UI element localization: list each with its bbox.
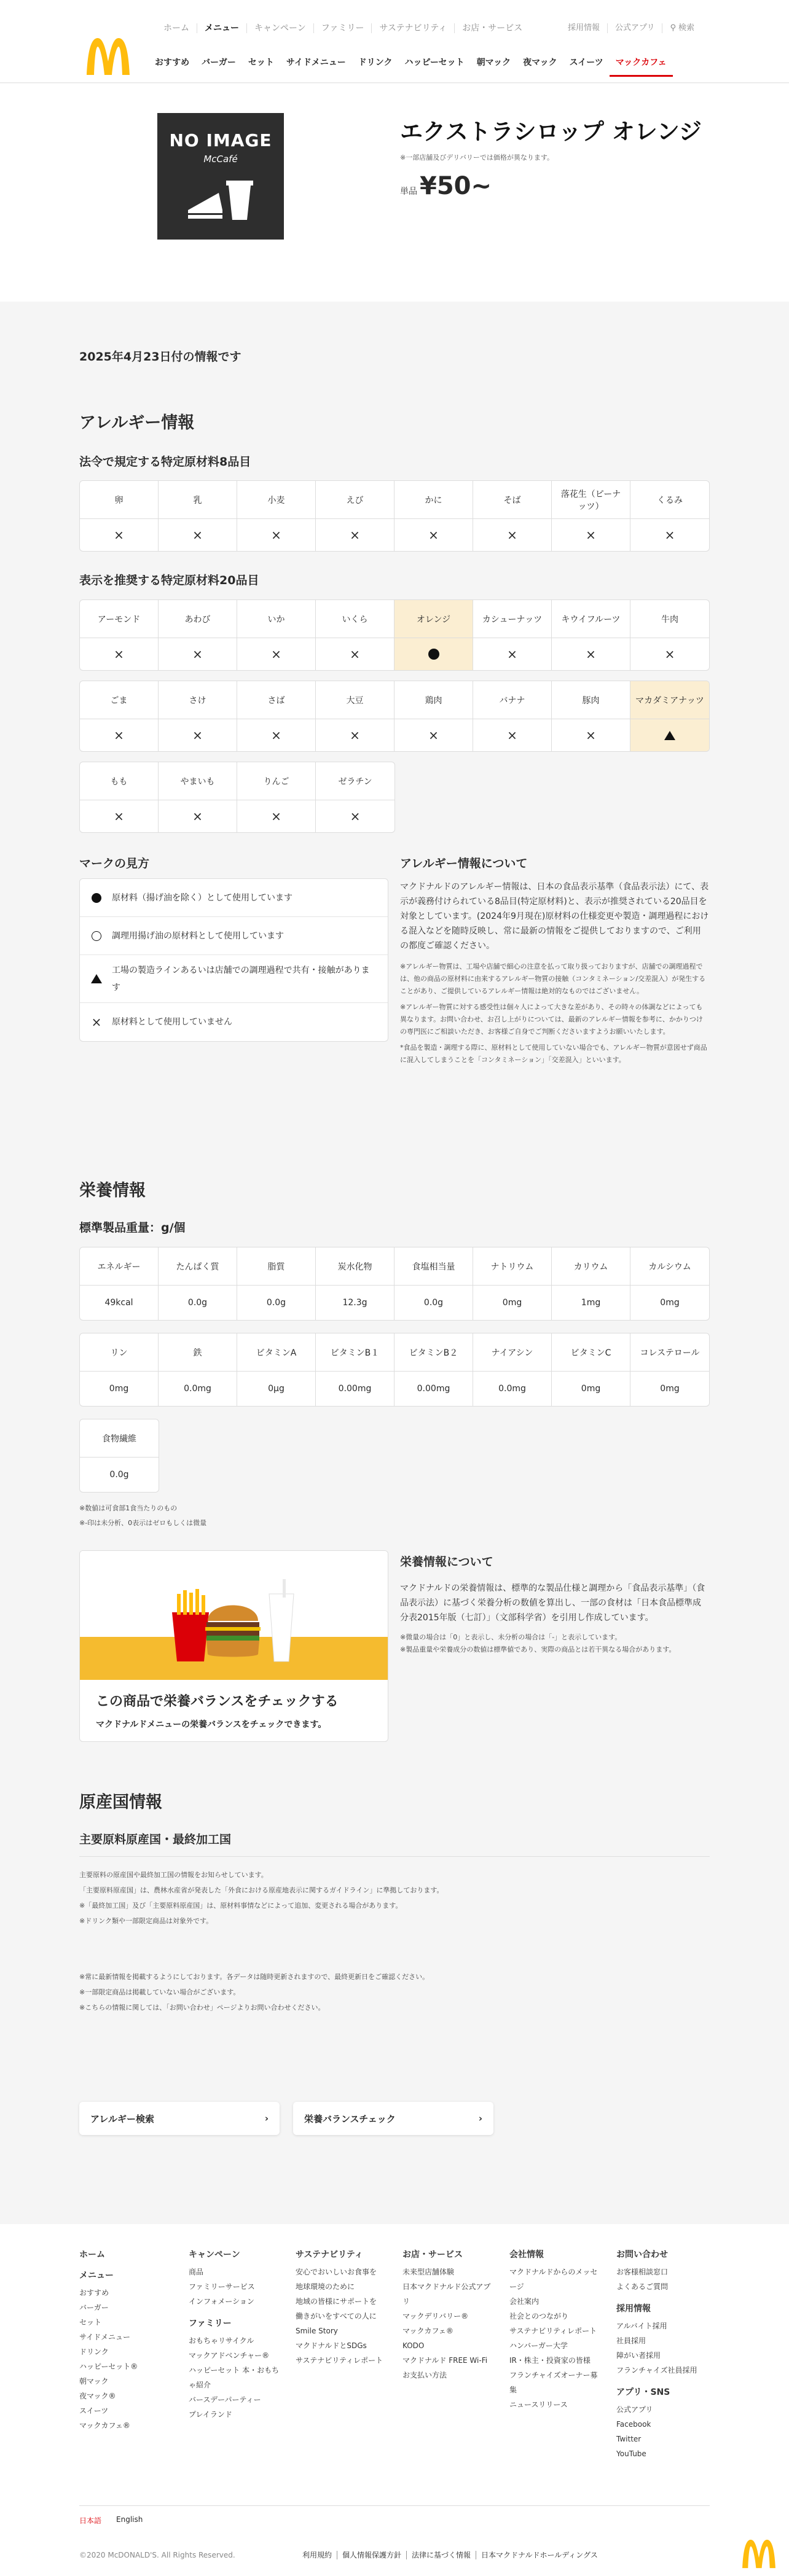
table-cell (80, 481, 159, 551)
cross-icon: × (114, 528, 124, 542)
footer-link[interactable]: 朝マック (79, 2377, 109, 2386)
footer-col-company (509, 2249, 602, 2412)
footer-link[interactable]: サイドメニュー (79, 2333, 131, 2341)
footer-link[interactable]: Facebook (616, 2420, 651, 2429)
table-cell (80, 600, 159, 670)
cell-value: 0.00mg (417, 1384, 450, 1394)
table-cell (159, 1333, 237, 1406)
cross-icon: × (192, 809, 203, 824)
cell-header: 乳 (159, 481, 237, 519)
nutrition-balance-button[interactable]: 栄養バランスチェック › (293, 2102, 493, 2135)
cell-header: カルシウム (630, 1247, 709, 1286)
footer-col-campaign (189, 2249, 281, 2422)
subnav-side[interactable]: サイドメニュー (286, 58, 346, 68)
cell-header: 牛肉 (630, 600, 709, 638)
nav-store-service[interactable]: お店・サービス (462, 23, 523, 33)
cell-header: ビタミンC (552, 1333, 630, 1372)
footer-link[interactable]: Smile Story (296, 2327, 338, 2335)
footer-link[interactable]: ハッピーセット® (79, 2362, 138, 2371)
footer-link[interactable]: 障がい者採用 (616, 2351, 661, 2360)
origin-text: 主要原料の原産国や最終加工国の情報をお知らせしています。 「主要原料原産国」は、農林水産省が発表した「外食における原産地表示に関するガイドライン」に準拠しております。 ※「最終加工国」及び「主要原料原産国」は、原材料事情などによって追加、変更される場合があります。 ※ドリンク類や一部限定商品は対象外です。 (79, 1871, 444, 1925)
table-cell (630, 681, 709, 751)
footer-link[interactable]: アルバイト採用 (616, 2322, 667, 2330)
mcdonalds-logo[interactable] (740, 2539, 777, 2569)
footer-link[interactable]: マクドナルドからのメッセージ (509, 2268, 598, 2291)
footer-link[interactable]: バーガー (79, 2303, 109, 2312)
table-cell (630, 481, 709, 551)
nutrition-note: ※-印は未分析、0表示はゼロもしくは微量 (79, 1519, 207, 1527)
cross-icon: × (271, 809, 281, 824)
cell-value: 0mg (109, 1384, 129, 1394)
footer-col-store (402, 2249, 495, 2383)
cell-header: かに (394, 481, 473, 519)
nav-recruit[interactable]: 採用情報 (560, 23, 608, 33)
footer-link[interactable]: スイーツ (79, 2406, 109, 2415)
allergy-note: ※アレルギー物質に対する感受性は個々人によって大きな差があり、その時々の体調などによっても異なります。お問い合わせ、お召し上がりについては、最新のアレルギー情報を参考に、かかりつけの専門医にご相談いただき、お客様ご自身でご判断くださいますようお願いいたします。 (400, 1003, 703, 1036)
cell-value (630, 719, 709, 751)
product-image (157, 113, 284, 240)
footer-link[interactable]: Twitter (616, 2435, 642, 2443)
subnav-morning[interactable]: 朝マック (476, 58, 511, 68)
footer-link[interactable]: プレイランド (189, 2410, 232, 2419)
cell-header: 食塩相当量 (394, 1247, 473, 1286)
price-label: 単品 (400, 187, 417, 197)
table-cell (552, 481, 630, 551)
cell-header: 落花生（ピーナッツ） (552, 481, 630, 519)
divider (79, 1856, 710, 1857)
footer-link[interactable]: 個人情報保護方針 (337, 2551, 407, 2559)
allergy-note: ※アレルギー物質は、工場や店舗で細心の注意を払って取り扱っておりますが、店舗での調理過程では、他の商品の原材料に由来するアレルギー物質の接触（コンタミネーション/交差混入）が発生することがあり、ご提供しているアレルギー情報は絶対的なものではございません。 (400, 962, 706, 995)
nav-sustainability[interactable]: サステナビリティ (372, 23, 455, 33)
cell-header: くるみ (630, 481, 709, 519)
footer-link[interactable]: 法律に基づく情報 (407, 2551, 476, 2559)
cell-header: カリウム (552, 1247, 630, 1286)
cell-header: いか (237, 600, 315, 638)
cross-icon: × (664, 647, 675, 662)
footer-link[interactable]: 未来型店舗体験 (402, 2268, 455, 2276)
footer-link[interactable]: マックデリバリー® (402, 2312, 469, 2320)
top-nav (156, 23, 530, 33)
mark-legend (79, 878, 388, 1042)
table-cell (237, 600, 316, 670)
cell-header: さけ (159, 681, 237, 719)
footer-link[interactable]: 利用規約 (297, 2551, 337, 2559)
cross-icon: × (507, 647, 517, 662)
table-cell (316, 600, 394, 670)
cell-header: 食物繊維 (80, 1419, 159, 1458)
footer-link[interactable]: 働きがいをすべての人に (296, 2312, 377, 2320)
search-link[interactable]: ⚲ 検索 (670, 23, 694, 33)
cell-value: 0.0g (423, 1298, 444, 1308)
cross-icon: × (192, 528, 203, 542)
cell-header: さば (237, 681, 315, 719)
cell-header: アーモンド (80, 600, 158, 638)
cell-header: 小麦 (237, 481, 315, 519)
triangle-icon (664, 731, 675, 740)
footer-heading[interactable]: お店・サービス (402, 2250, 463, 2260)
site-header (0, 0, 789, 83)
cell-header: えび (316, 481, 394, 519)
triangle-icon (91, 974, 102, 983)
cell-header: そば (473, 481, 551, 519)
cake-cup-icon (184, 174, 258, 224)
table-cell (80, 1247, 159, 1320)
table-cell (80, 762, 159, 832)
table-cell (473, 481, 552, 551)
table-cell (316, 481, 394, 551)
cell-header: コレステロール (630, 1333, 709, 1372)
nutrition-table-row3 (79, 1419, 159, 1493)
nutrition-about-note: ※製品重量や栄養成分の数値は標準値であり、実際の商品とは若干異なる場合があります。 (400, 1645, 676, 1653)
footer-link[interactable]: 地球環境のために (296, 2282, 355, 2291)
cross-icon: × (271, 647, 281, 662)
table-cell (159, 681, 237, 751)
cell-header: 鉄 (159, 1333, 237, 1372)
footer-link[interactable]: お支払い方法 (402, 2371, 447, 2379)
nutrition-table-row1 (79, 1247, 710, 1321)
cell-header: いくら (316, 600, 394, 638)
footer-heading[interactable]: サステナビリティ (296, 2250, 363, 2260)
cross-icon: × (271, 528, 281, 542)
cell-header: あわび (159, 600, 237, 638)
table-cell (316, 1333, 394, 1406)
table-cell (630, 1333, 709, 1406)
footer-link[interactable]: ニュースリリース (509, 2400, 568, 2409)
chevron-right-icon: › (478, 2113, 482, 2124)
copyright: ©2020 McDONALD'S. All Rights Reserved. (79, 2551, 235, 2559)
table-cell (552, 1333, 630, 1406)
cross-icon: × (114, 647, 124, 662)
subnav-happyset[interactable]: ハッピーセット (404, 58, 465, 68)
table-cell (237, 1333, 316, 1406)
cell-header: 炭水化物 (316, 1247, 394, 1286)
cross-icon: × (586, 647, 596, 662)
footer-link[interactable]: 日本マクドナルド公式アプリ (402, 2282, 491, 2306)
table-cell (552, 1247, 630, 1320)
cross-icon: × (507, 728, 517, 743)
cross-icon: × (507, 528, 517, 542)
subnav-recommend[interactable]: おすすめ (155, 58, 190, 68)
cross-icon: × (428, 728, 439, 743)
footer-link[interactable]: お客様相談窓口 (616, 2268, 669, 2276)
table-cell (552, 681, 630, 751)
cell-value: 0.0mg (184, 1384, 211, 1394)
footer-link[interactable]: マクドナルド FREE Wi-Fi (402, 2356, 488, 2365)
table-cell (80, 1333, 159, 1406)
cell-value: 0mg (660, 1298, 680, 1308)
nav-campaign[interactable]: キャンペーン (247, 23, 314, 33)
table-cell (394, 1333, 473, 1406)
cell-header: ナトリウム (473, 1247, 551, 1286)
cell-value: 49kcal (104, 1298, 133, 1308)
footer-heading[interactable]: お問い合わせ (616, 2250, 668, 2260)
footer-link[interactable]: ドリンク (79, 2348, 109, 2356)
card-subtitle: マクドナルドメニューの栄養バランスをチェックできます。 (96, 1720, 327, 1730)
open-circle-icon (92, 931, 101, 941)
cell-header: バナナ (473, 681, 551, 719)
table-cell (630, 600, 709, 670)
footer-link[interactable]: サステナビリティレポート (296, 2356, 383, 2365)
cross-icon: × (428, 528, 439, 542)
allergy-search-button[interactable]: アレルギー検索 › (79, 2102, 280, 2135)
filled-circle-icon (428, 649, 439, 660)
cell-value: 0mg (581, 1384, 601, 1394)
cell-value: 12.3g (342, 1298, 367, 1308)
cell-header: キウイフルーツ (552, 600, 630, 638)
cross-icon: × (586, 728, 596, 743)
footer-link[interactable]: ファミリーサービス (189, 2282, 255, 2291)
origin-sub: 主要原料原産国・最終加工国 (79, 1833, 232, 1846)
footer-link[interactable]: IR・株主・投資家の皆様 (509, 2356, 591, 2365)
subnav-mccafe[interactable]: マックカフェ (610, 56, 673, 69)
allergy-about-body: マクドナルドのアレルギー情報は、日本の食品表示基準（食品表示法）にて、表示が義務付けられている8品目(特定原材料)と、表示が推奨されている20品目を対象としています。(2024年9月現在)原材料の仕様変更や製造・調理過程における混入などを随時反映し、常に最新の情報をご提供しておりますので、ご利用の都度ご確認ください。 (400, 882, 709, 951)
cross-icon: × (664, 528, 675, 542)
footer-link[interactable]: YouTube (616, 2449, 646, 2458)
table-cell (394, 600, 473, 670)
allergy-table-20-row2 (79, 681, 710, 752)
footer-link[interactable]: マックカフェ® (402, 2327, 453, 2335)
subnav-burger[interactable]: バーガー (202, 58, 236, 68)
cell-header: ビタミンB１ (316, 1333, 394, 1372)
cell-header: ごま (80, 681, 158, 719)
table-cell (159, 600, 237, 670)
footer-col-sustainability (296, 2249, 388, 2368)
table-cell (394, 1247, 473, 1320)
footer-link[interactable]: マックアドベンチャー® (189, 2351, 270, 2360)
footer-link[interactable]: 地域の皆様にサポートを (296, 2297, 377, 2306)
footer-heading[interactable]: 会社情報 (509, 2250, 544, 2260)
cross-icon: × (586, 528, 596, 542)
nav-app[interactable]: 公式アプリ (608, 23, 662, 33)
legend-row: 調理用揚げ油の原材料として使用しています (80, 917, 388, 955)
footer-link[interactable]: 商品 (189, 2268, 204, 2276)
footer-heading[interactable]: アプリ・SNS (616, 2387, 670, 2397)
table-cell (237, 1247, 316, 1320)
footer-link[interactable]: バースデーパーティー (189, 2395, 261, 2404)
search-icon: ⚲ (670, 23, 676, 33)
subnav-set[interactable]: セット (248, 58, 274, 68)
lang-en[interactable]: English (116, 2515, 143, 2524)
allergy-about (400, 880, 709, 1066)
footer-link[interactable]: 社会とのつながり (509, 2312, 569, 2320)
nutrition-table-row2 (79, 1333, 710, 1407)
filled-circle-icon (92, 893, 101, 903)
footer-link[interactable]: マックカフェ® (79, 2421, 130, 2430)
allergy-about-title: アレルギー情報について (400, 857, 528, 870)
cross-icon: × (350, 647, 360, 662)
footer-col-menu (79, 2249, 171, 2433)
table-cell (159, 1247, 237, 1320)
allergy-sub1: 法令で規定する特定原材料8品目 (79, 455, 251, 469)
mcdonalds-logo[interactable] (84, 37, 132, 76)
price-note: ※一部店舗及びデリバリーでは価格が異なります。 (400, 154, 554, 162)
table-cell (80, 1419, 159, 1492)
nutrition-balance-card[interactable] (79, 1550, 388, 1742)
cross-icon: × (114, 728, 124, 743)
price-value: ¥50~ (420, 172, 492, 200)
cell-header: たんぱく質 (159, 1247, 237, 1286)
table-cell (316, 1247, 394, 1320)
nutrition-about-note: ※微量の場合は「0」と表示し、未分析の場合は「-」と表示しています。 (400, 1633, 622, 1641)
meal-illustration (166, 1575, 301, 1668)
cross-icon: × (350, 528, 360, 542)
allergy-table-20-row1 (79, 599, 710, 671)
legend-row: 工場の製造ラインあるいは店舗での調理過程で共有・接触があります (80, 955, 388, 1003)
footer-heading[interactable]: メニュー (79, 2271, 114, 2281)
table-cell (316, 681, 394, 751)
subnav-night[interactable]: 夜マック (523, 58, 557, 68)
nav-family[interactable]: ファミリー (314, 23, 372, 33)
cell-header: ビタミンA (237, 1333, 315, 1372)
footer-link[interactable]: ハッピーセット 本・おもちゃ紹介 (189, 2366, 280, 2389)
cell-value: 0.00mg (338, 1384, 372, 1394)
table-cell (316, 762, 394, 832)
cell-header: やまいも (159, 762, 237, 800)
nutrition-weight: 標準製品重量：g/個 (79, 1221, 186, 1235)
footer-link[interactable]: マクドナルドとSDGs (296, 2341, 367, 2350)
product-hero (0, 84, 789, 302)
cross-icon: × (350, 728, 360, 743)
cell-header: 脂質 (237, 1247, 315, 1286)
cell-header: 鶏肉 (394, 681, 473, 719)
footer-heading[interactable]: キャンペーン (189, 2250, 240, 2260)
table-cell (473, 1333, 552, 1406)
nutrition-about-title: 栄養情報について (400, 1555, 493, 1569)
footer-link[interactable]: おすすめ (79, 2289, 109, 2297)
table-cell (80, 681, 159, 751)
table-cell (630, 1247, 709, 1320)
nutrition-about-body: マクドナルドの栄養情報は、標準的な製品仕様と調理から「食品表示基準」（食品表示法）に基づく栄養分析の数値を算出し、一部の食材は「日本食品標準成分表2015年版（七訂）」（文部科学省）を引用し作成しています。 (400, 1583, 705, 1623)
price (400, 172, 492, 200)
product-name: エクストラシロップ オレンジ (400, 119, 702, 145)
allergy-note: *食品を製造・調理する際に、原材料として使用していない場合でも、アレルギー物質が意図せず商品に混入してしまうことを「コンタミネーション」「交差混入」といいます。 (400, 1044, 707, 1064)
cell-value: 1mg (581, 1298, 601, 1308)
table-cell (552, 600, 630, 670)
cell-value: 0.0g (266, 1298, 286, 1308)
footer-link[interactable]: フランチャイズ社員採用 (616, 2366, 697, 2375)
footer-link[interactable]: インフォメーション (189, 2297, 254, 2306)
cell-header: ビタミンB２ (394, 1333, 473, 1372)
footer-link[interactable]: おもちゃリサイクル (189, 2336, 254, 2345)
nav-menu[interactable]: メニュー (197, 23, 247, 33)
allergy-title: アレルギー情報 (79, 413, 195, 432)
footer-heading[interactable]: ホーム (79, 2250, 105, 2260)
cell-value: 0.0mg (498, 1384, 526, 1394)
cell-header: ゼラチン (316, 762, 394, 800)
footer-link[interactable]: 日本マクドナルドホールディングス (481, 2551, 598, 2559)
cross-icon: × (192, 647, 203, 662)
allergy-table-8 (79, 480, 710, 552)
origin-notes: ※常に最新情報を掲載するようにしております。各データは随時更新されますので、最終更新日をご確認ください。 ※一部限定商品は掲載していない場合がございます。 ※こちらの情報に関しては、「お問い合わせ」ページよりお問い合わせください。 (79, 1973, 430, 2012)
no-image-text: NO IMAGE (169, 130, 272, 150)
cell-value: 0mg (502, 1298, 522, 1308)
cell-value: 0mg (660, 1384, 680, 1394)
language-switch (79, 2515, 143, 2526)
cell-header: リン (80, 1333, 158, 1372)
site-footer (0, 2224, 789, 2576)
cross-icon: × (192, 728, 203, 743)
cell-value (394, 638, 473, 670)
legend-title: マークの見方 (79, 857, 150, 870)
footer-link[interactable]: 社員採用 (616, 2336, 646, 2345)
table-cell (473, 681, 552, 751)
table-cell (473, 600, 552, 670)
legend-row: 原材料（揚げ油を除く）として使用しています (80, 879, 388, 917)
table-cell (237, 762, 316, 832)
table-cell (237, 681, 316, 751)
origin-title: 原産国情報 (79, 1793, 162, 1812)
footer-link[interactable]: 会社案内 (509, 2297, 540, 2306)
cell-header: エネルギー (80, 1247, 158, 1286)
cell-header: りんご (237, 762, 315, 800)
cross-icon: × (350, 809, 361, 824)
footer-link[interactable]: ハンバーガー大学 (509, 2341, 568, 2350)
mccafe-logo-text: McCafé (203, 154, 238, 165)
cell-value: 0μg (268, 1384, 285, 1394)
footer-link[interactable]: フランチャイズオーナー募集 (509, 2371, 598, 2394)
footer-link[interactable]: よくあるご質問 (616, 2282, 669, 2291)
allergy-sub2: 表示を推奨する特定原材料20品目 (79, 574, 259, 587)
nutrition-about (400, 1581, 709, 1656)
cell-header: もも (80, 762, 158, 800)
cell-header: カシューナッツ (473, 600, 551, 638)
cross-icon: × (271, 728, 281, 743)
cell-header: オレンジ (394, 600, 473, 638)
subnav-sweets[interactable]: スイーツ (569, 58, 603, 68)
table-cell (159, 762, 237, 832)
cell-header: マカダミアナッツ (630, 681, 709, 719)
cross-icon: × (114, 809, 124, 824)
table-cell (237, 481, 316, 551)
footer-link[interactable]: 夜マック® (79, 2392, 116, 2400)
footer-link[interactable]: KODO (402, 2341, 425, 2350)
footer-link[interactable]: 公式アプリ (616, 2405, 653, 2414)
menu-subnav (149, 56, 673, 69)
table-cell (473, 1247, 552, 1320)
cross-icon: × (91, 1015, 102, 1029)
cell-header: ナイアシン (473, 1333, 551, 1372)
table-cell (394, 681, 473, 751)
footer-legal-links (297, 2551, 603, 2559)
legend-row: × 原材料として使用していません (80, 1003, 388, 1041)
divider (79, 2505, 710, 2506)
cell-value: 0.0g (109, 1470, 129, 1480)
allergy-table-20-row3 (79, 762, 395, 833)
footer-link[interactable]: サステナビリティレポート (509, 2327, 597, 2335)
footer-heading[interactable]: ファミリー (189, 2319, 232, 2328)
cell-header: 豚肉 (552, 681, 630, 719)
nav-home[interactable]: ホーム (156, 23, 197, 33)
top-right-nav (560, 23, 702, 33)
footer-link[interactable]: セット (79, 2318, 102, 2327)
footer-heading[interactable]: 採用情報 (616, 2304, 651, 2314)
card-title: この商品で栄養バランスをチェックする (96, 1694, 339, 1709)
footer-col-contact (616, 2249, 709, 2461)
cell-header: 卵 (80, 481, 158, 519)
nutrition-title: 栄養情報 (79, 1181, 146, 1200)
subnav-drink[interactable]: ドリンク (358, 58, 393, 68)
nutrition-note: ※数値は可食部1食当たりのもの (79, 1504, 178, 1512)
footer-link[interactable]: 安心でおいしいお食事を (296, 2268, 377, 2276)
info-date: 2025年4月23日付の情報です (79, 350, 241, 364)
cell-value: 0.0g (187, 1298, 208, 1308)
table-cell (159, 481, 237, 551)
lang-ja[interactable]: 日本語 (79, 2516, 102, 2525)
cell-header: 大豆 (316, 681, 394, 719)
chevron-right-icon: › (264, 2113, 269, 2124)
table-cell (394, 481, 473, 551)
